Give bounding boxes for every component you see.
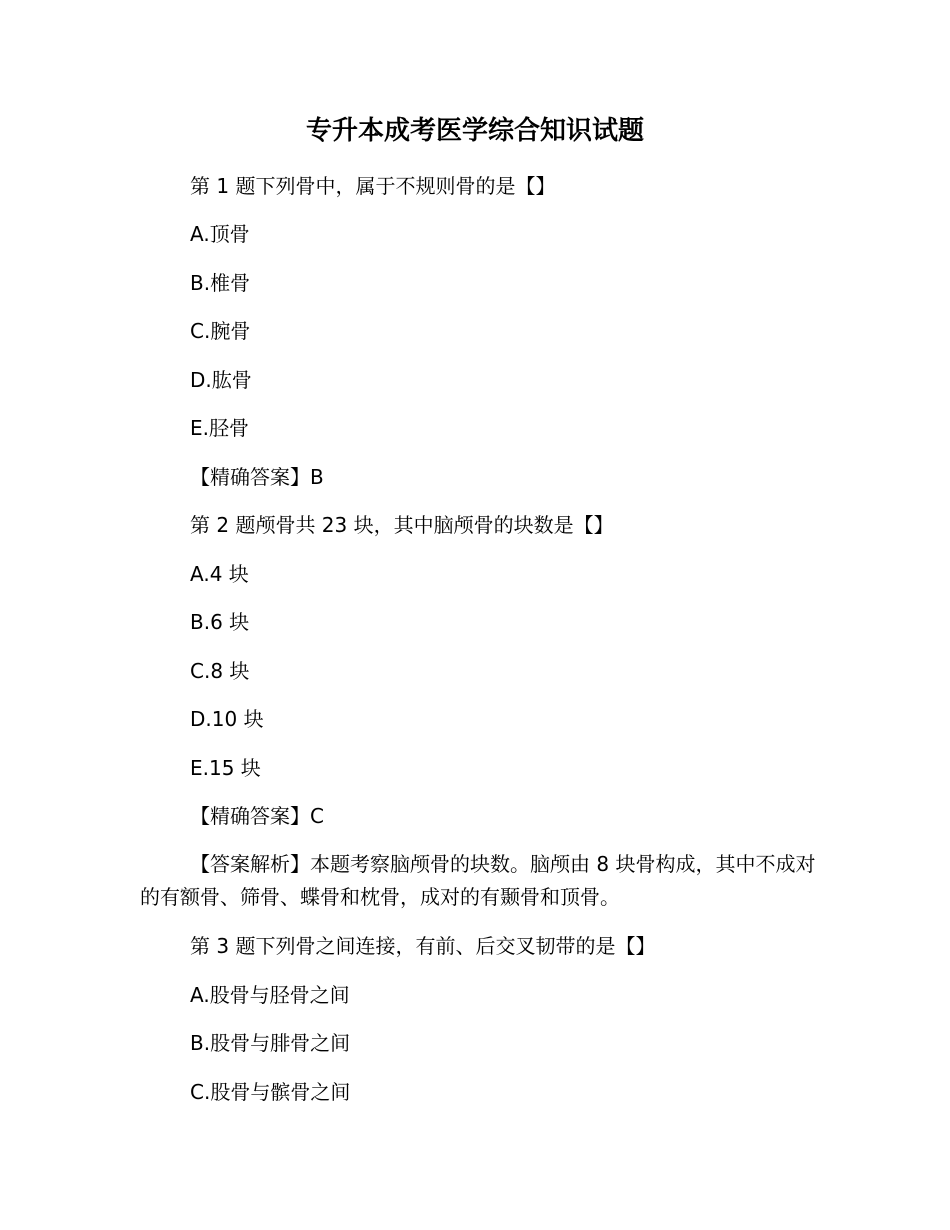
question-2-answer: 【精确答案】C — [190, 804, 324, 828]
question-1-stem: 第 1 题下列骨中，属于不规则骨的是【】 — [190, 174, 556, 198]
question-2-option-b: B.6 块 — [190, 610, 250, 634]
question-3-option-a: A.股骨与胫骨之间 — [190, 983, 350, 1007]
question-3-option-b: B.股骨与腓骨之间 — [190, 1031, 351, 1055]
question-1-option-e: E.胫骨 — [190, 416, 249, 440]
question-1-option-b: B.椎骨 — [190, 271, 251, 295]
question-1-option-c: C.腕骨 — [190, 319, 251, 343]
question-1-option-a: A.顶骨 — [190, 222, 250, 246]
question-3-stem: 第 3 题下列骨之间连接，有前、后交叉韧带的是【】 — [190, 934, 656, 958]
question-1-option-d: D.肱骨 — [190, 368, 252, 392]
question-3-option-c: C.股骨与髌骨之间 — [190, 1080, 351, 1104]
question-2-option-a: A.4 块 — [190, 562, 249, 586]
question-2-stem: 第 2 题颅骨共 23 块，其中脑颅骨的块数是【】 — [190, 513, 614, 537]
question-2-option-c: C.8 块 — [190, 659, 250, 683]
question-2-option-d: D.10 块 — [190, 707, 264, 731]
question-1-answer: 【精确答案】B — [190, 465, 324, 489]
document-title: 专升本成考医学综合知识试题 — [305, 116, 644, 146]
question-2-explanation: 【答案解析】本题考察脑颅骨的块数。脑颅由 8 块骨构成，其中不成对的有额骨、筛骨、蝶骨和枕骨，成对的有颞骨和顶骨。 — [140, 852, 816, 909]
question-2-option-e: E.15 块 — [190, 756, 261, 780]
